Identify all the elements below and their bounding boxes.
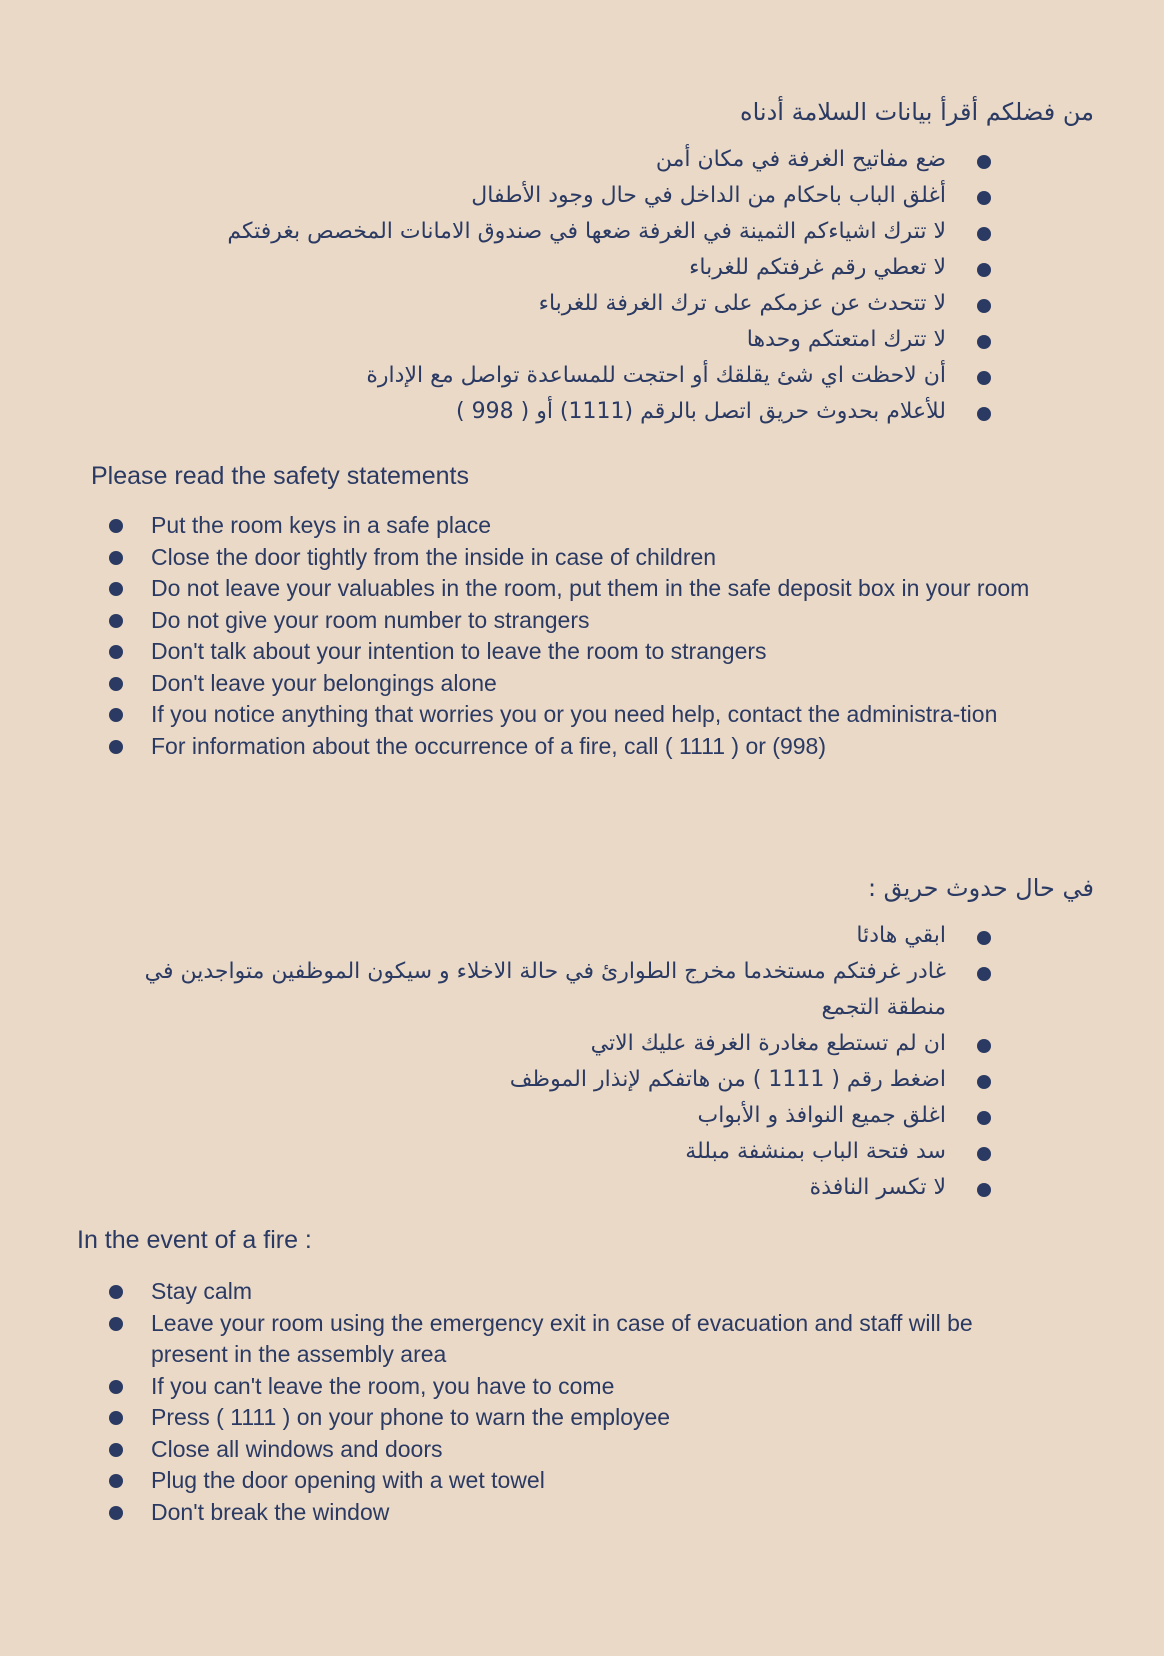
- list-item-text: لا تعطي رقم غرفتكم للغرباء: [689, 255, 946, 280]
- list-item: [151, 731, 1031, 763]
- list-item-text: اغلق جميع النوافذ و الأبواب: [697, 1103, 946, 1128]
- list-item-text: لا تترك اشياءكم الثمينة في الغرفة ضعها في صندوق الامانات المخصص بغرفتكم: [227, 219, 946, 244]
- list-item-text: Press ( 1111 ) on your phone to warn the employee: [151, 1404, 671, 1430]
- bullet-icon: [109, 1411, 123, 1425]
- list-item: [134, 142, 946, 178]
- english-fire-section: [77, 1224, 1037, 1528]
- list-item-text: اضغط رقم ( 1111 ) من هاتفكم لإنذار الموظف: [509, 1067, 946, 1092]
- list-item: [134, 1134, 946, 1170]
- bullet-icon: [977, 263, 991, 277]
- bullet-icon: [977, 1183, 991, 1197]
- list-item-text: Don't talk about your intention to leave the room to strangers: [151, 638, 767, 664]
- list-item-text: ابقي هادئا: [856, 923, 946, 948]
- list-item: [134, 918, 946, 954]
- list-item-text: لا تتحدث عن عزمكم على ترك الغرفة للغرباء: [538, 291, 946, 316]
- list-item: [134, 286, 946, 322]
- list-item: [151, 542, 1031, 574]
- list-item: [151, 510, 1031, 542]
- bullet-icon: [977, 1039, 991, 1053]
- list-item: [151, 699, 1031, 731]
- bullet-icon: [977, 227, 991, 241]
- list-item: [134, 1098, 946, 1134]
- list-item-text: لا تترك امتعتكم وحدها: [746, 327, 946, 352]
- bullet-icon: [109, 1474, 123, 1488]
- list-item-text: Don't leave your belongings alone: [151, 669, 497, 696]
- list-item: [134, 322, 946, 358]
- bullet-icon: [109, 677, 123, 691]
- bullet-icon: [109, 1317, 123, 1331]
- list-item: [151, 1371, 1031, 1403]
- list-item-text: If you notice anything that worries you or you need help, contact the administra-tion: [151, 701, 998, 727]
- list-item: [134, 250, 946, 286]
- bullet-icon: [109, 708, 123, 722]
- list-item: [134, 394, 946, 430]
- bullet-icon: [977, 1075, 991, 1089]
- list-item-text: Plug the door opening with a wet towel: [151, 1467, 545, 1493]
- list-item: [151, 1308, 1031, 1371]
- list-item-text: Do not leave your valuables in the room, put them in the safe deposit box in your room: [151, 575, 1030, 601]
- bullet-icon: [109, 1506, 123, 1520]
- list-item-text: لا تكسر النافذة: [809, 1175, 946, 1200]
- list-item: [134, 178, 946, 214]
- english-fire-list: [151, 1276, 1031, 1528]
- bullet-icon: [977, 371, 991, 385]
- list-item: [151, 668, 1031, 700]
- list-item-text: Close the door tightly from the inside in case of children: [151, 543, 717, 570]
- arabic-fire-list: [134, 918, 946, 1206]
- bullet-icon: [109, 519, 123, 533]
- bullet-icon: [109, 1285, 123, 1299]
- bullet-icon: [977, 155, 991, 169]
- bullet-icon: [977, 967, 991, 981]
- list-item-text: سد فتحة الباب بمنشفة مبللة: [685, 1139, 946, 1164]
- list-item-text: If you can't leave the room, you have to come: [151, 1372, 615, 1399]
- bullet-icon: [109, 551, 123, 565]
- english-fire-heading: In the event of a fire :: [77, 1226, 312, 1254]
- bullet-icon: [977, 407, 991, 421]
- arabic-safety-list: [134, 142, 946, 430]
- list-item: [134, 954, 946, 1026]
- list-item-text: For information about the occurrence of a fire, call ( 1111 ) or (998): [151, 732, 826, 759]
- bullet-icon: [977, 1147, 991, 1161]
- list-item-text: Stay calm: [151, 1278, 252, 1304]
- list-item: [151, 573, 1031, 605]
- list-item: [134, 358, 946, 394]
- list-item: [134, 214, 946, 250]
- list-item-text: Close all windows and doors: [151, 1435, 443, 1462]
- english-safety-list: [151, 510, 1031, 762]
- list-item: [151, 1465, 1031, 1497]
- list-item: [151, 1434, 1031, 1466]
- list-item: [134, 1026, 946, 1062]
- bullet-icon: [977, 335, 991, 349]
- bullet-icon: [109, 740, 123, 754]
- list-item-text: ان لم تستطع مغادرة الغرفة عليك الاتي: [590, 1031, 946, 1056]
- arabic-fire-heading: في حال حدوث حريق :: [867, 874, 1094, 902]
- list-item: [151, 636, 1031, 668]
- bullet-icon: [109, 1443, 123, 1457]
- arabic-safety-heading: من فضلكم أقرأ بيانات السلامة أدناه: [740, 98, 1094, 126]
- list-item-text: ضع مفاتيح الغرفة في مكان أمن: [655, 147, 946, 172]
- list-item: [134, 1170, 946, 1206]
- arabic-fire-section: [134, 872, 1094, 1206]
- bullet-icon: [109, 614, 123, 628]
- bullet-icon: [977, 1111, 991, 1125]
- bullet-icon: [109, 1380, 123, 1394]
- bullet-icon: [977, 191, 991, 205]
- bullet-icon: [109, 582, 123, 596]
- list-item: [151, 1497, 1031, 1529]
- english-safety-heading: Please read the safety statements: [91, 462, 469, 490]
- list-item-text: Do not give your room number to strangers: [151, 606, 590, 633]
- bullet-icon: [977, 299, 991, 313]
- list-item: [151, 1402, 1031, 1434]
- list-item: [151, 605, 1031, 637]
- list-item-text: أغلق الباب باحكام من الداخل في حال وجود الأطفال: [471, 183, 946, 208]
- list-item-text: Put the room keys in a safe place: [151, 512, 492, 538]
- list-item-text: Leave your room using the emergency exit in case of evacuation and staff will be present in the assembly area: [151, 1309, 973, 1367]
- list-item-text: غادر غرفتكم مستخدما مخرج الطوارئ في حالة الاخلاء و سيكون الموظفين متواجدين في منطقة التجمع: [144, 959, 946, 1020]
- english-safety-section: [91, 460, 1051, 762]
- bullet-icon: [109, 645, 123, 659]
- list-item-text: للأعلام بحدوث حريق اتصل بالرقم (1111) أو ( 998 ): [456, 399, 946, 424]
- bullet-icon: [977, 931, 991, 945]
- list-item: [151, 1276, 1031, 1308]
- list-item: [134, 1062, 946, 1098]
- list-item-text: Don't break the window: [151, 1498, 390, 1525]
- arabic-safety-section: [134, 96, 1094, 430]
- list-item-text: أن لاحظت اي شئ يقلقك أو احتجت للمساعدة تواصل مع الإدارة: [366, 363, 946, 388]
